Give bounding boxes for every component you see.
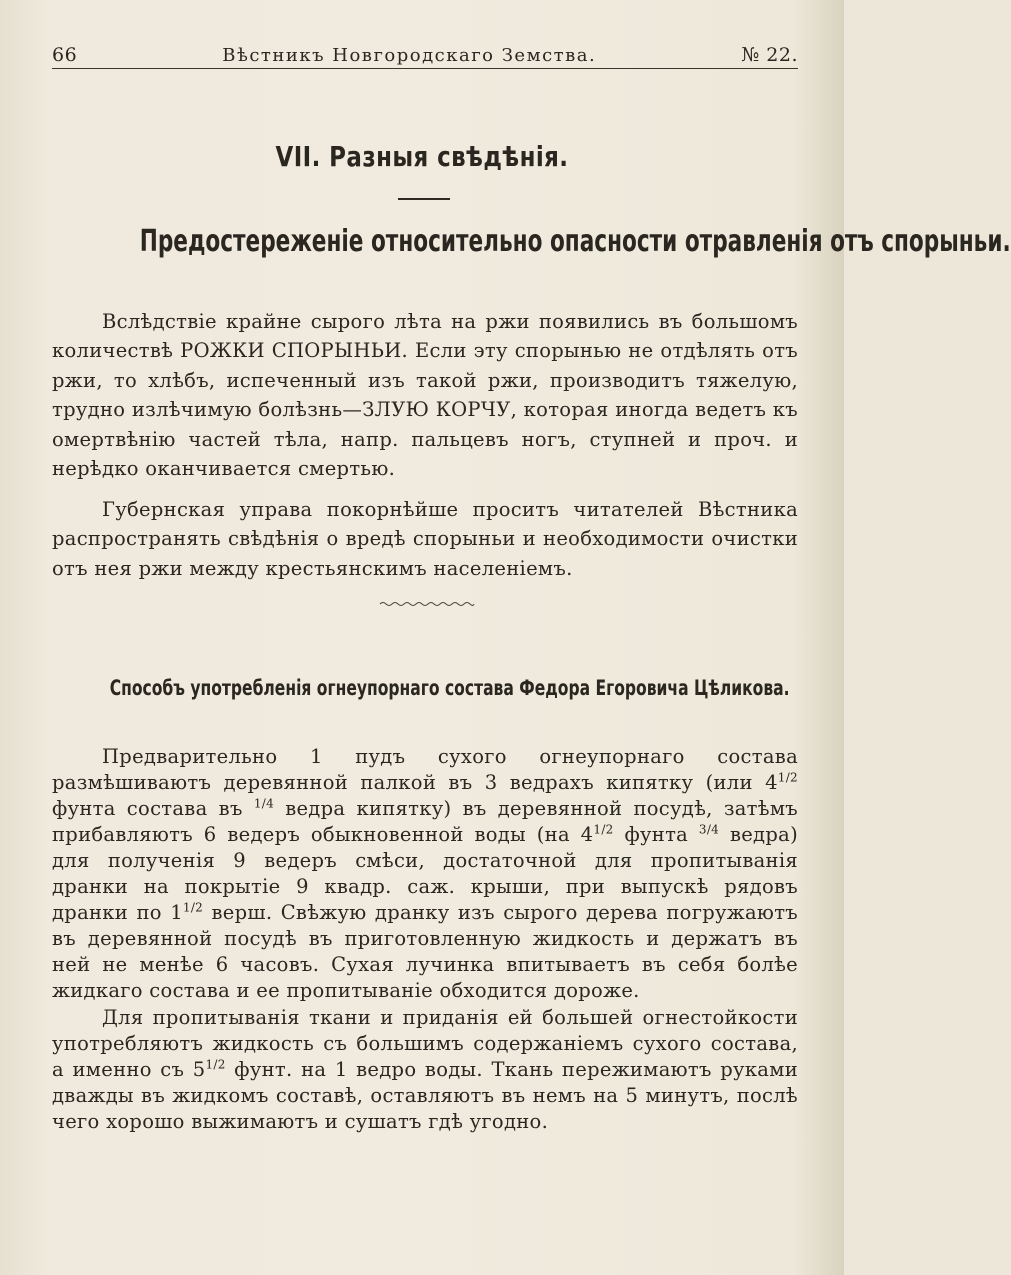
article-paragraph: Губернская управа покорнѣйше проситъ читателей Вѣстника распространять свѣдѣнія о вредѣ спорыньи и необходимости очистки отъ нея ржи между крестьянскимъ населеніемъ.: [52, 497, 798, 580]
fraction: 3/4: [698, 822, 720, 836]
issue-number: № 22.: [741, 44, 798, 66]
section-heading: VII. Разныя свѣдѣнія.: [275, 140, 569, 173]
heading-rule: [398, 198, 450, 200]
fraction: 1/2: [593, 822, 614, 836]
ornamental-divider: [378, 599, 476, 609]
journal-title: Вѣстникъ Новгородскаго Земства.: [222, 45, 597, 66]
article-title: Предостереженіе относительно опасности отравленія отъ спорыньи.: [139, 224, 1011, 259]
fraction: 1/4: [253, 796, 275, 810]
fraction: 1/2: [777, 770, 798, 784]
article-paragraph: Для пропитыванія ткани и приданія ей большей огнестойкости употребляютъ жидкость съ большимъ содержаніемъ сухого состава, а именно съ $5^{1/2}$ фунт. на 1 ведро воды. Ткань пережимаютъ руками дважды въ жидкомъ составѣ, оставляютъ въ немъ на 5 минутъ, послѣ чего хорошо выжимаютъ и сушатъ гдѣ угодно.: [52, 1005, 798, 1133]
page-number: 66: [52, 44, 78, 66]
article-subtitle: Способъ употребленія огнеупорнаго состава Федора Егоровича Цѣликова.: [109, 676, 790, 700]
running-header: [52, 38, 798, 69]
article-paragraph: Вслѣдствіе крайне сырого лѣта на ржи появились въ большомъ количествѣ РОЖКИ СПОРЫНЬИ. Если эту спорынью не отдѣлять отъ ржи, то хлѣбъ, испеченный изъ такой ржи, производитъ тяжелую, трудно излѣчимую болѣзнь—ЗЛУЮ КОРЧУ, которая иногда ведетъ къ омертвѣнію частей тѣла, напр. пальцевъ ногъ, ступней и проч. и нерѣдко оканчивается смертью.: [52, 309, 798, 480]
fraction: 1/2: [182, 900, 204, 914]
fraction: 1/2: [205, 1057, 226, 1071]
article-paragraph: Предварительно 1 пудъ сухого огнеупорнаго состава размѣшиваютъ деревянной палкой въ 3 ведрахъ кипятку (или $4^{1/2}$ фунта состава въ $^{1/4}$ ведра кипятку) въ деревянной посудѣ, затѣмъ прибавляютъ 6 ведеръ обыкновенной воды (на $4^{1/2}$ фунта $^{3/4}$ ведра) для полученія 9 ведеръ смѣси, достаточной для пропитыванія дранки на покрытіе 9 квадр. саж. крыши, при выпускѣ рядовъ дранки по $1^{1/2}$ верш. Свѣжую дранку изъ сырого дерева погружаютъ въ деревянной посудѣ въ приготовленную жидкость и держатъ въ ней не менѣе 6 часовъ. Сухая лучинка впитываетъ въ себя болѣе жидкаго состава и ее пропитываніе обходится дороже.: [52, 744, 798, 1002]
